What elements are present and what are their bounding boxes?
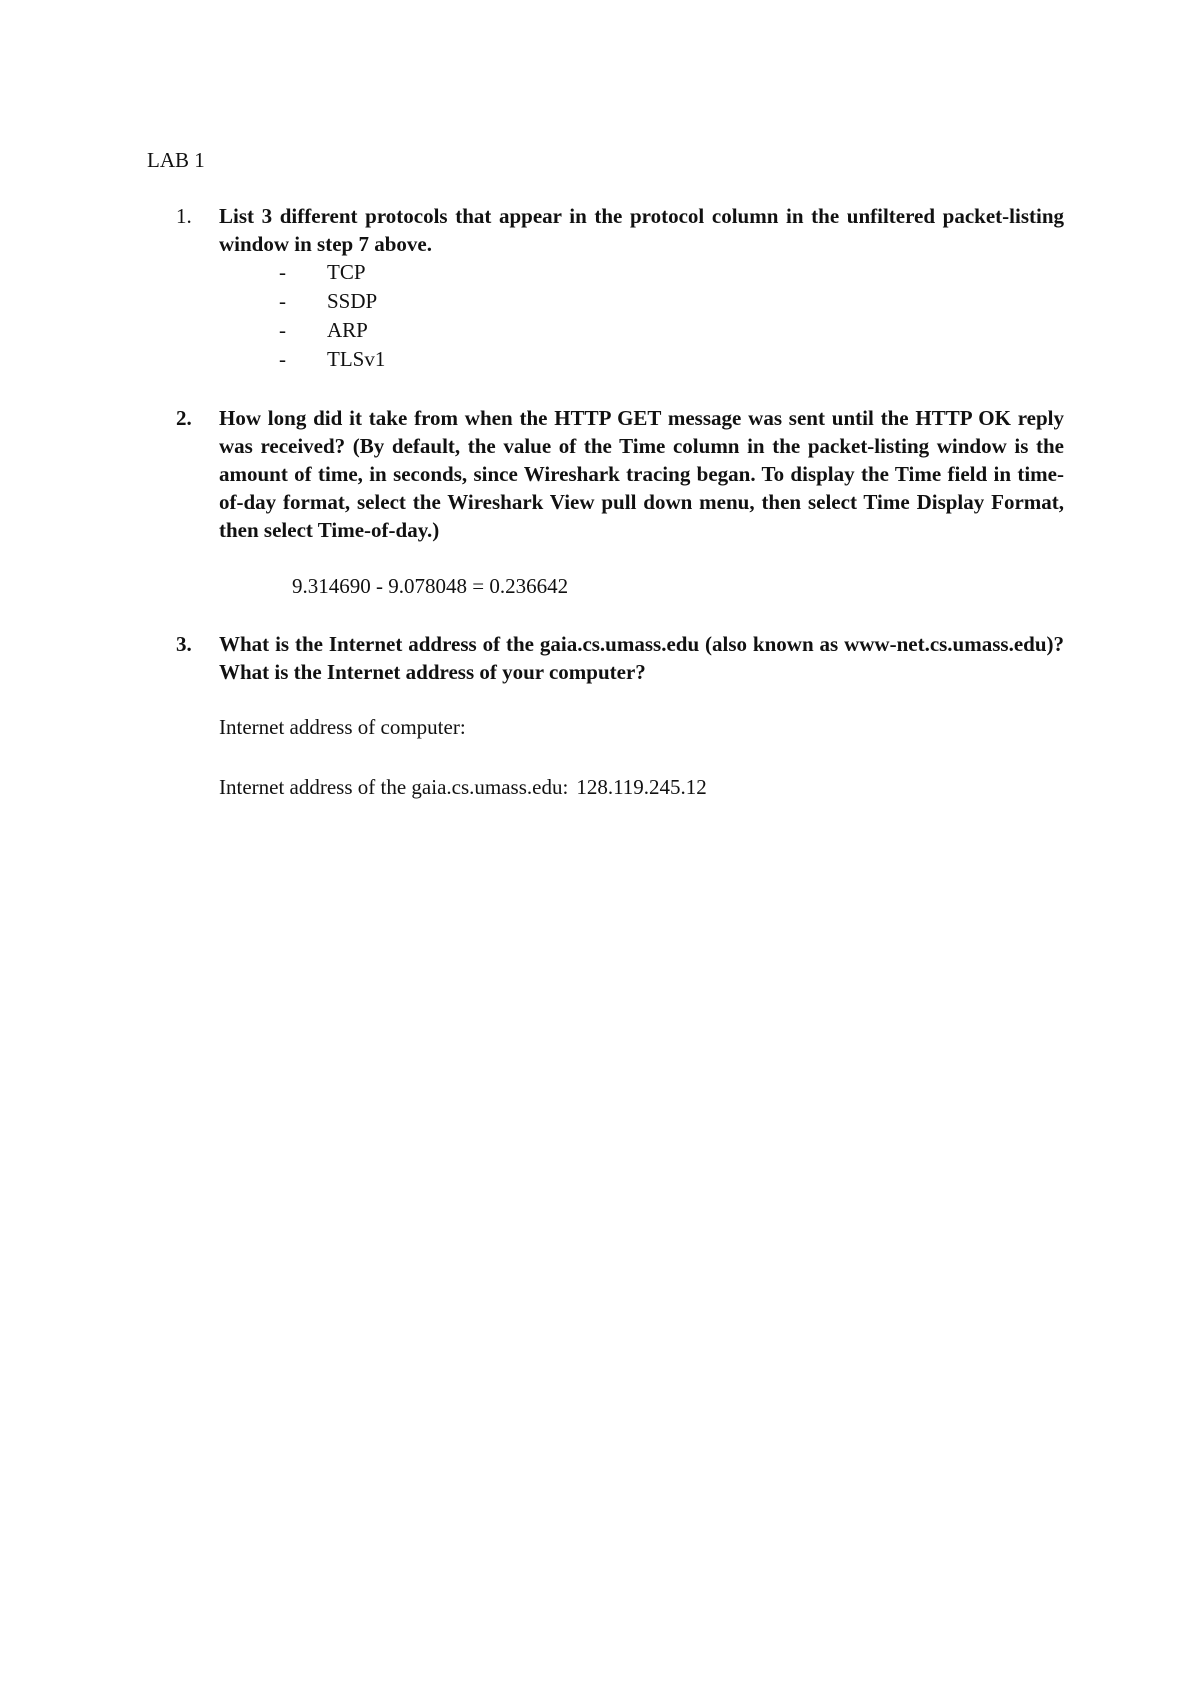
list-dash: - [279,318,286,342]
question-2 [176,404,1064,544]
answer-text: TLSv1 [327,347,386,371]
list-item [279,316,385,345]
list-item [279,345,385,374]
list-dash: - [279,289,286,313]
list-dash: - [279,347,286,371]
page-title: LAB 1 [147,148,205,172]
question-3 [176,630,1064,686]
question-number: 1. [176,204,192,228]
gaia-ip-value: 128.119.245.12 [576,775,707,799]
question-text: How long did it take from when the HTTP GET message was sent until the HTTP OK reply was received? (By default, the value of the Time column in the packet-listing window is the amount of time, in seconds, since Wireshark tracing began. To display the Time field in time-of-day format, select the Wireshark View pull down menu, then select Time Display Format, then select Time-of-day.) [219,406,1064,542]
list-item [279,258,385,287]
answer-text: ARP [327,318,368,342]
answer-text: SSDP [327,289,378,313]
question-1 [176,202,1064,258]
answer-text: TCP [327,260,366,284]
question-number: 3. [176,632,192,656]
gaia-address-label: Internet address of the gaia.cs.umass.edu: [219,775,569,799]
gaia-address-line [219,773,707,801]
computer-address-line [219,713,466,741]
computer-address-label: Internet address of computer: [219,715,466,739]
question-text: List 3 different protocols that appear in the protocol column in the unfiltered packet-listing window in step 7 above. [219,204,1064,256]
question-number: 2. [176,406,192,430]
list-dash: - [279,260,286,284]
list-item [279,287,385,316]
question-text: What is the Internet address of the gaia.cs.umass.edu (also known as www-net.cs.umass.edu)? What is the Internet address of your computer? [219,632,1064,684]
protocol-answer-list [279,258,385,374]
time-calculation-answer: 9.314690 - 9.078048 = 0.236642 [292,574,569,598]
